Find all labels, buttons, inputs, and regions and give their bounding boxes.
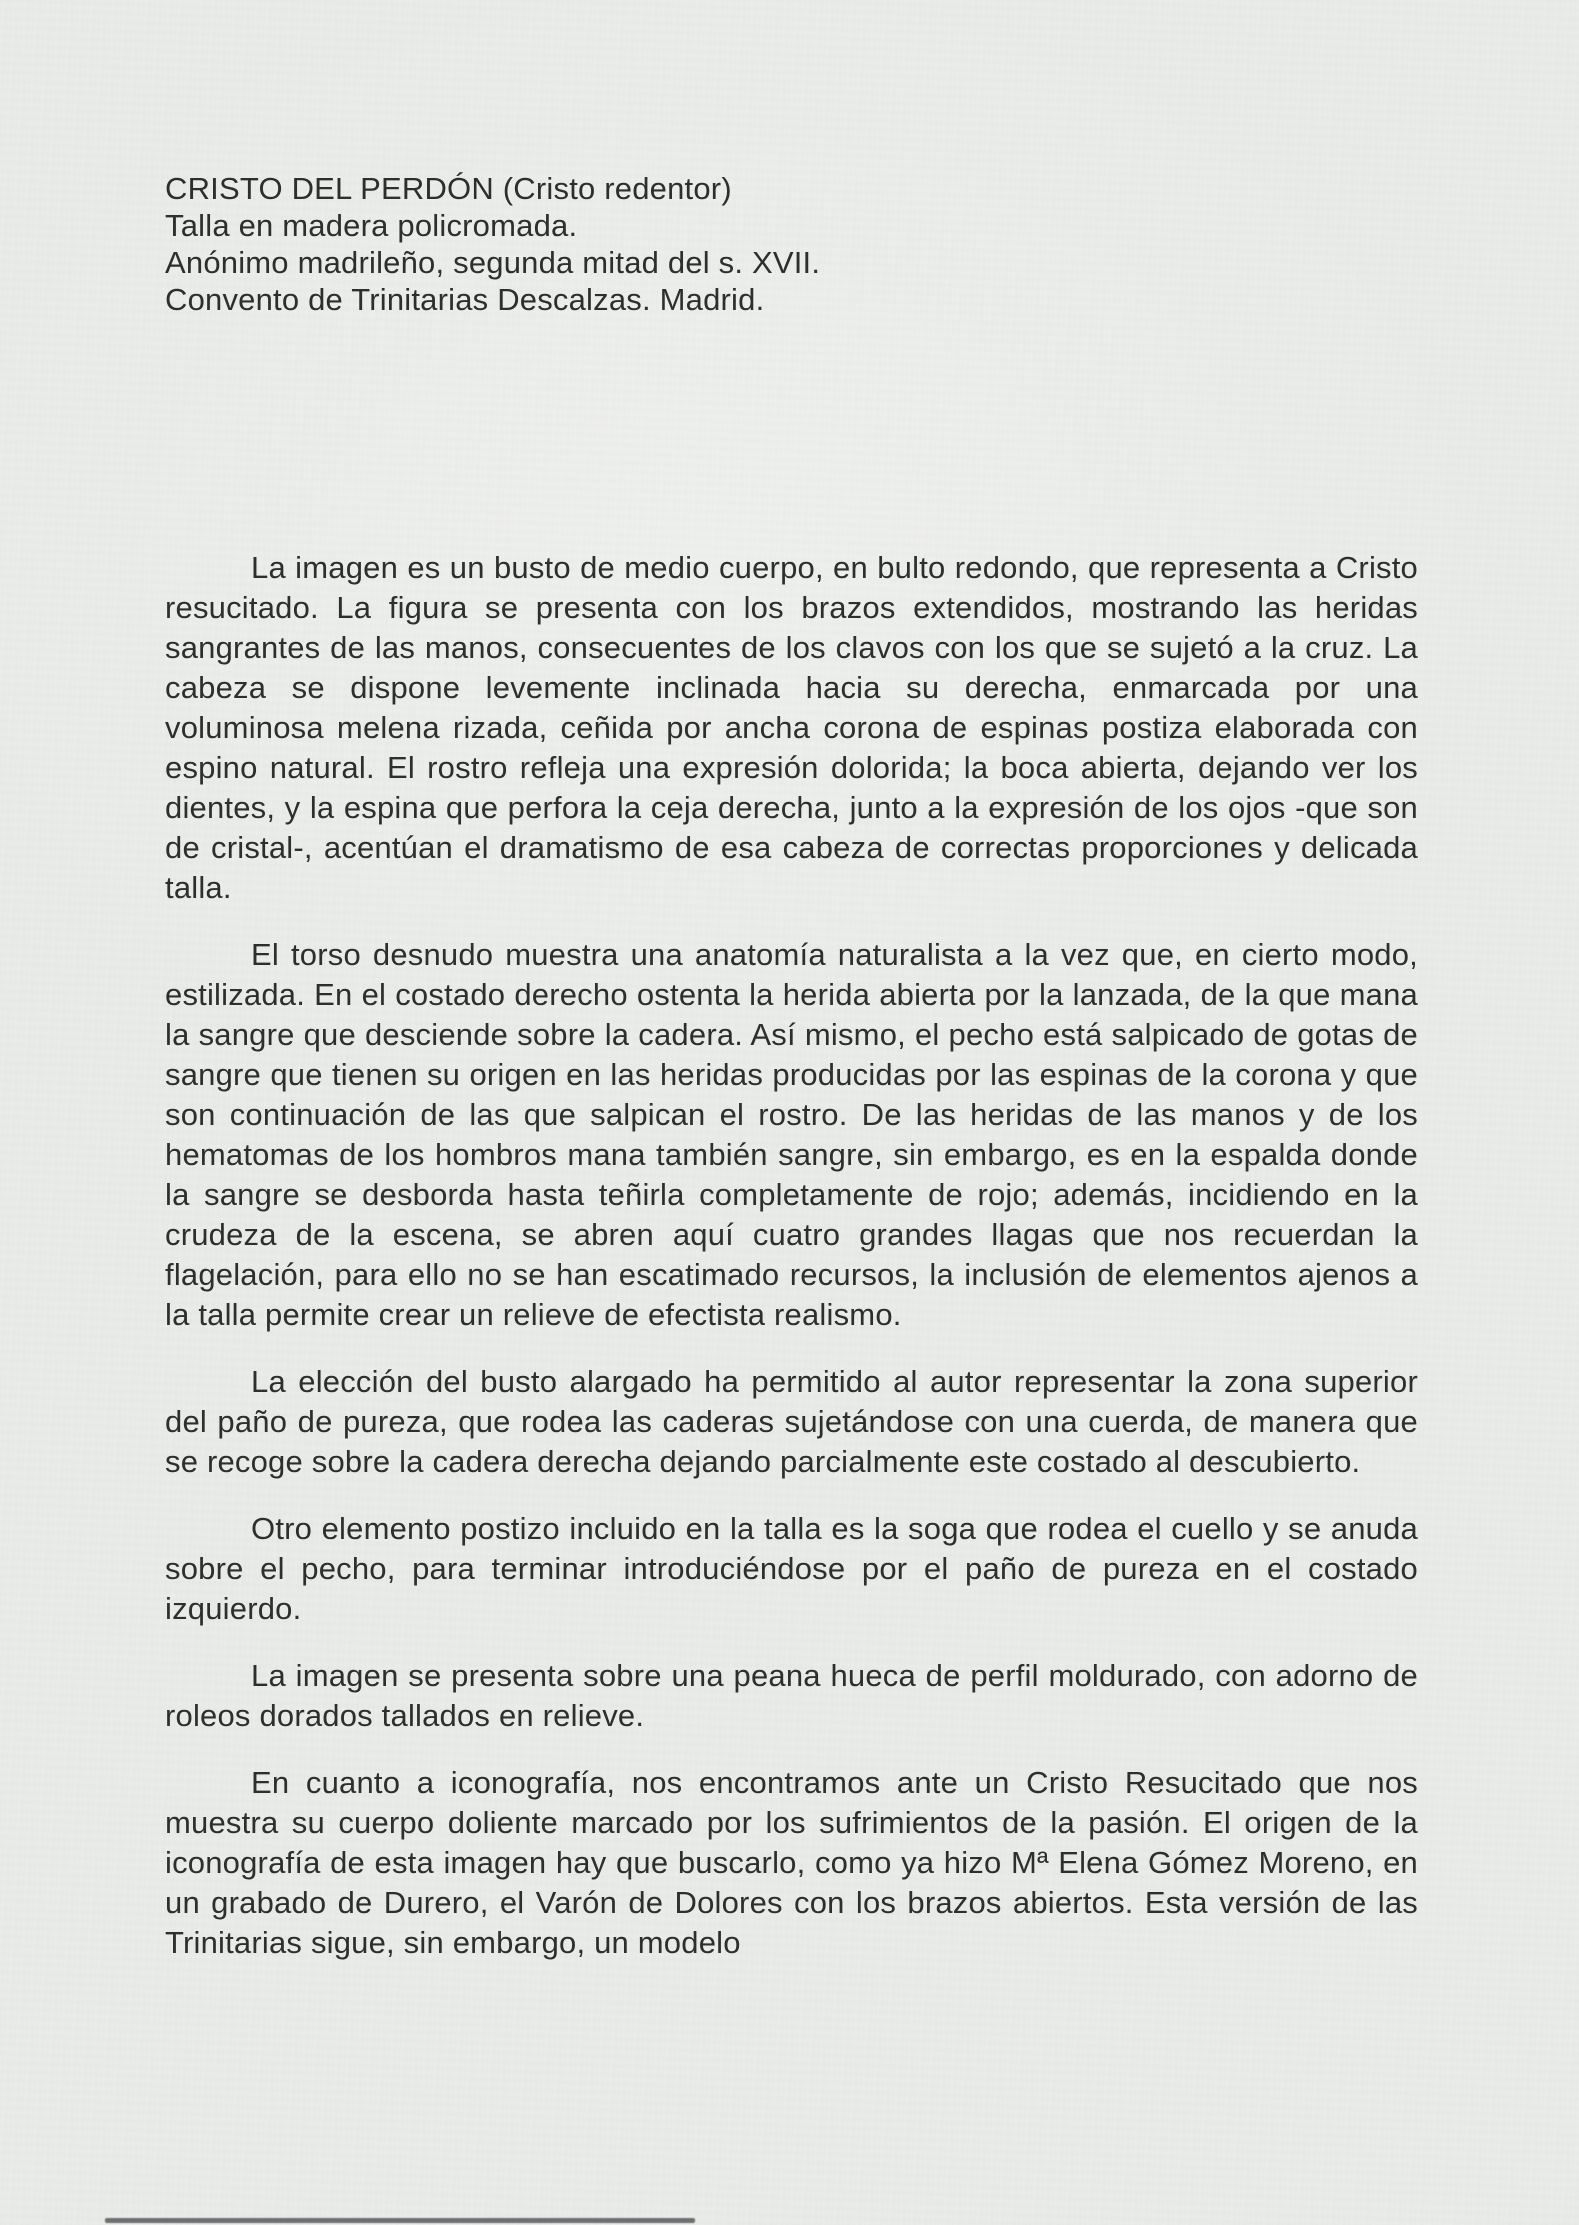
document-title: CRISTO DEL PERDÓN (Cristo redentor) — [165, 171, 732, 206]
paragraph-soga: Otro elemento postizo incluido en la talla es la soga que rodea el cuello y se anuda sobre el pecho, para terminar introduciéndose por el paño de pureza en el costado izquierdo. — [165, 1511, 1418, 1626]
paragraph-torso: El torso desnudo muestra una anatomía naturalista a la vez que, en cierto modo, estilizada. En el costado derecho ostenta la herida abierta por la lanzada, de la que mana la sangre que desciende sobre la cadera. Así mismo, el pecho está salpicado de gotas de sangre que tienen su origen en las heridas producidas por las espinas de la corona y que son continuación de las que salpican el rostro. De las heridas de las manos y de los hematomas de los hombros mana también sangre, sin embargo, es en la espalda donde la sangre se desborda hasta teñirla completamente de rojo; además, incidiendo en la crudeza de la escena, se abren aquí cuatro grandes llagas que nos recuerdan la flagelación, para ello no se han escatimado recursos, la inclusión de elementos ajenos a la talla permite crear un relieve de efectista realismo. — [165, 937, 1418, 1332]
paragraph-pano-pureza: La elección del busto alargado ha permitido al autor representar la zona superior del paño de pureza, que rodea las caderas sujetándose con una cuerda, de manera que se recoge sobre la cadera derecha dejando parcialmente este costado al descubierto. — [165, 1364, 1418, 1479]
paragraph-iconografia: En cuanto a iconografía, nos encontramos ante un Cristo Resucitado que nos muestra su cuerpo doliente marcado por los sufrimientos de la pasión. El origen de la iconografía de esta imagen hay que buscarlo, como ya hizo Mª Elena Gómez Moreno, en un grabado de Durero, el Varón de Dolores con los brazos abiertos. Esta versión de las Trinitarias sigue, sin embargo, un modelo — [165, 1765, 1418, 1960]
paragraph-peana: La imagen se presenta sobre una peana hueca de perfil moldurado, con adorno de roleos dorados tallados en relieve. — [165, 1658, 1418, 1733]
scan-artifact-line — [105, 2218, 695, 2223]
header-line-material: Talla en madera policromada. — [165, 208, 578, 243]
document-body — [165, 548, 1418, 1990]
paragraph-description-head: La imagen es un busto de medio cuerpo, en bulto redondo, que representa a Cristo resucitado. La figura se presenta con los brazos extendidos, mostrando las heridas sangrantes de las manos, consecuentes de los clavos con los que se sujetó a la cruz. La cabeza se dispone levemente inclinada hacia su derecha, enmarcada por una voluminosa melena rizada, ceñida por ancha corona de espinas postiza elaborada con espino natural. El rostro refleja una expresión dolorida; la boca abierta, dejando ver los dientes, y la espina que perfora la ceja derecha, junto a la expresión de los ojos -que son de cristal-, acentúan el dramatismo de esa cabeza de correctas proporciones y delicada talla. — [165, 550, 1418, 905]
header-line-location: Convento de Trinitarias Descalzas. Madrid. — [165, 282, 765, 317]
document-header — [165, 170, 1425, 318]
header-line-author: Anónimo madrileño, segunda mitad del s. XVII. — [165, 245, 821, 280]
